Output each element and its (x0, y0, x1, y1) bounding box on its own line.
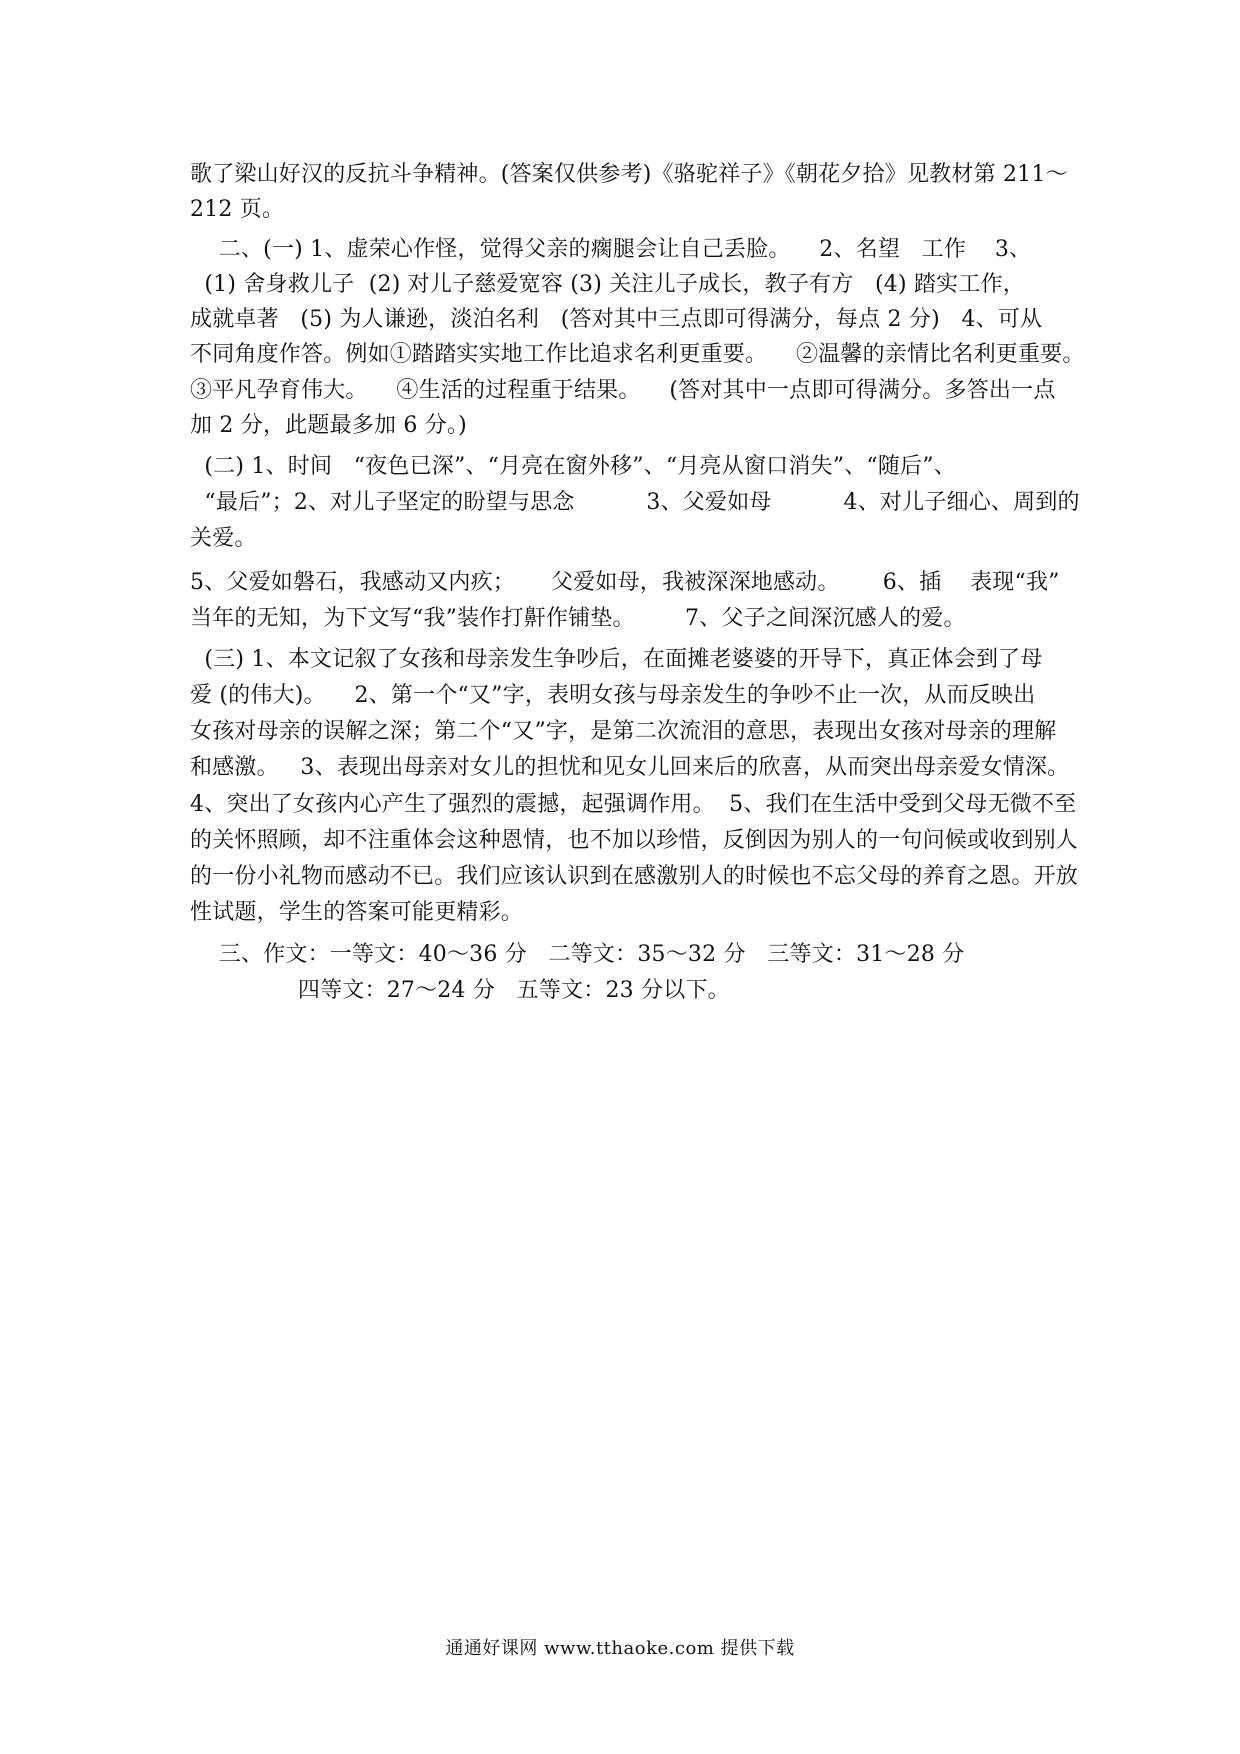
text-line: 成就卓著 (5) 为人谦逊，淡泊名利 (答对其中三点即可得满分，每点 2 分) 4、可从 (190, 307, 1043, 332)
text-line: 不同角度作答。例如①踏踏实实地工作比追求名利更重要。 ②温馨的亲情比名利更重要。 (190, 342, 1085, 367)
text-line: (1) 舍身救儿子 (2) 对儿子慈爱宽容 (3) 关注儿子成长，教子有方 (4) 踏实工作， (190, 272, 1025, 297)
text-line: (三) 1、本文记叙了女孩和母亲发生争吵后，在面摊老婆婆的开导下，真正体会到了母 (190, 647, 1043, 672)
text-line: 二、(一) 1、虚荣心作怪，觉得父亲的瘸腿会让自己丢脸。 2、名望 工作 3、 (190, 237, 1032, 262)
text-line: 和感激。 3、表现出母亲对女儿的担忧和见女儿回来后的欣喜，从而突出母亲爱女情深。 (190, 755, 1070, 780)
text-line: 加 2 分，此题最多加 6 分。) (190, 413, 467, 438)
text-line: 爱 (的伟大)。 2、第一个“又”字，表明女孩与母亲发生的争吵不止一次，从而反映出 (190, 683, 1036, 708)
text-line: 性试题，学生的答案可能更精彩。 (190, 900, 524, 925)
text-line: (二) 1、时间 “夜色已深”、“月亮在窗外移”、“月亮从窗口消失”、“随后”、 (190, 454, 956, 479)
text-line: 4、突出了女孩内心产生了强烈的震撼，起强调作用。 5、我们在生活中受到父母无微不至 (190, 792, 1077, 817)
text-line: 当年的无知，为下文写“我”装作打鼾作铺垫。 7、父子之间深沉感人的爱。 (190, 606, 966, 631)
text-line: 三、作文：一等文：40～36 分 二等文：35～32 分 三等文：31～28 分 (190, 942, 965, 967)
text-line: 歌了梁山好汉的反抗斗争精神。(答案仅供参考)《骆驼祥子》《朝花夕拾》见教材第 211～ (190, 162, 1068, 187)
page-footer: 通通好课网 www.tthaoke.com 提供下载 (445, 1638, 795, 1659)
text-line: 212 页。 (190, 197, 285, 222)
text-line: ③平凡孕育伟大。 ④生活的过程重于结果。 (答对其中一点即可得满分。多答出一点 (190, 378, 1056, 403)
text-line: 女孩对母亲的误解之深；第二个“又”字，是第二次流泪的意思，表现出女孩对母亲的理解 (190, 719, 1057, 744)
text-line: 四等文：27～24 分 五等文：23 分以下。 (190, 978, 730, 1003)
text-line: “最后”；2、对儿子坚定的盼望与思念 3、父爱如母 4、对儿子细心、周到的 (190, 490, 1080, 515)
text-line: 5、父爱如磐石，我感动又内疚； 父爱如母，我被深深地感动。 6、插 表现“我” (190, 570, 1060, 595)
text-line: 的关怀照顾，却不注重体会这种恩情，也不加以珍惜，反倒因为别人的一句问候或收到别人 (190, 828, 1079, 853)
text-line: 的一份小礼物而感动不已。我们应该认识到在感激别人的时候也不忘父母的养育之恩。开放 (190, 864, 1079, 889)
text-line: 关爱。 (190, 526, 257, 551)
